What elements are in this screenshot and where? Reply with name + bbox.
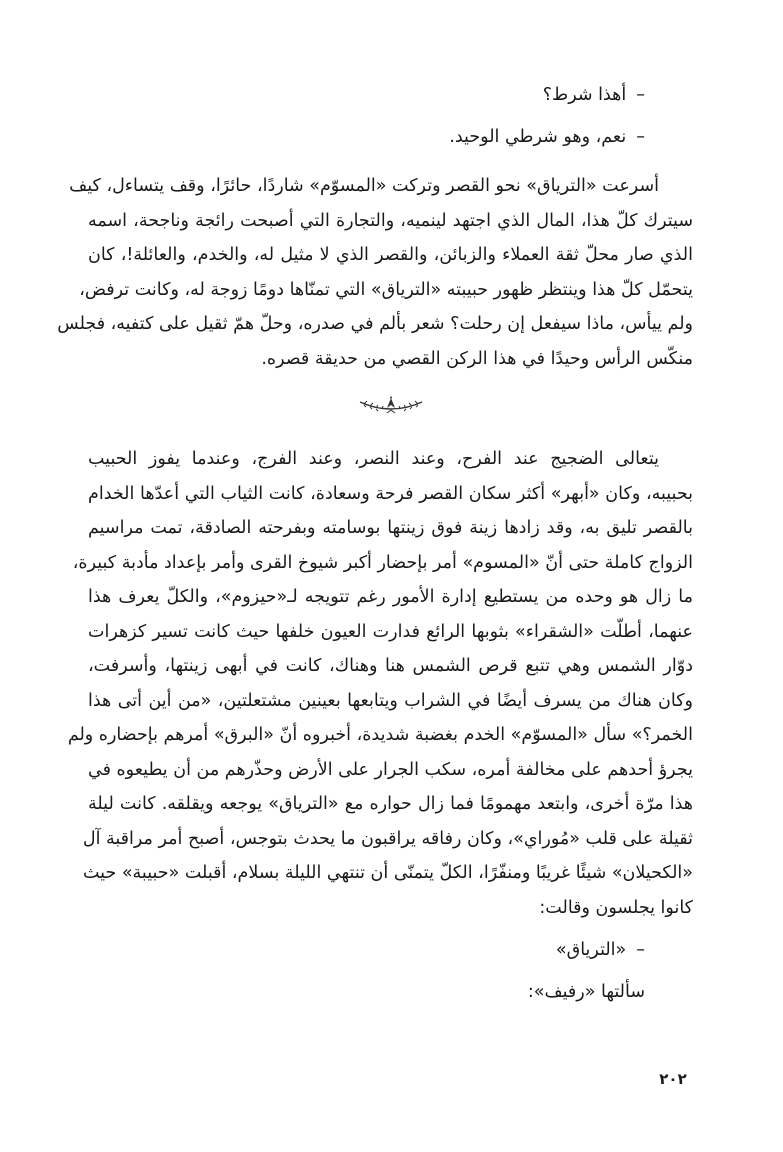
paragraph-line: كانوا يجلسون وقالت:	[539, 897, 693, 918]
dialog-text: «الترياق»	[555, 940, 627, 960]
paragraph-line: عنهما، أطلّت «الشقراء» بثوبها الرائع فدارت العيون خلفها حيث كانت تسير كزهرات	[88, 621, 693, 642]
dialog-bottom	[88, 933, 693, 968]
dialog-top	[88, 78, 693, 154]
closing-line: سألتها «رفيف»:	[527, 981, 645, 1002]
book-page	[57, 78, 693, 1009]
dialog-line	[88, 78, 693, 113]
paragraph-line: أسرعت «الترياق» نحو القصر وتركت «المسوّم» شاردًا، حائرًا، وقف يتساءل، كيف	[69, 176, 659, 196]
dialog-dash: –	[636, 126, 645, 147]
paragraph-line: الذي صار محلّ ثقة العملاء والزبائن، والقصر الذي لا مثيل له، والخدم، والعائلة!، كان	[88, 245, 693, 265]
paragraph-line: هذا مرّة أخرى، وابتعد مهمومًا فما زال حواره مع «الترياق» يوجعه ويقلقه. كانت ليلة	[88, 794, 693, 814]
paragraph-line: الخمر؟» سأل «المسوّم» الخدم بغضبة شديدة، أخبروه أنّ «البرق» أمرهم بإحضاره ولم	[67, 725, 693, 745]
paragraph-line: يتحمّل كلّ هذا وينتظر ظهور حبيبته «الترياق» التي تمنّاها دومًا زوجة له، وكانت ترفض،	[79, 279, 693, 300]
dialog-text: أهذا شرط؟	[542, 85, 627, 105]
paragraph-line: ولم ييأس، ماذا سيفعل إن رحلت؟ شعر بألم في صدره، وحلّ همّ ثقيل على كتفيه، فجلس	[57, 314, 693, 334]
paragraph-line: ما زال هو وحده من يستطيع إدارة الأمور رغم تتويجه لـ«حيزوم»، والكلّ يعرف هذا	[88, 587, 693, 607]
paragraph-line: ثقيلة على قلب «مُوراي»، وكان رفاقه يراقبون ما يحدث بتوجس، أصبح أمر مراقبة آل	[82, 828, 693, 849]
paragraph-line: دوّار الشمس وهي تتبع قرص الشمس هنا وهناك، كانت في أبهى زينتها، وأسرفت،	[88, 656, 693, 676]
paragraph-line: وكان هناك من يسرف أيضًا في الشراب ويتابعها بعينين مشتعلتين، «من أين أتى هذا	[88, 690, 693, 711]
paragraph-line: «الكحيلان» شيئًا غريبًا ومنفّرًا، الكلّ يتمنّى أن تنتهي الليلة بسلام، أقبلت «حبيبة» حيث	[83, 863, 693, 883]
dialog-line	[88, 933, 693, 968]
page-number: ٢٠٢	[659, 1070, 687, 1088]
paragraph-2	[67, 442, 693, 925]
paragraph-line: الزواج كاملة حتى أنّ «المسوم» أمر بإحضار أكبر شيوخ القرى وأمر بإعداد مأدبة كبيرة،	[72, 552, 693, 573]
section-divider	[88, 376, 693, 434]
paragraph-line: منكّس الرأس وحيدًا في هذا الركن القصي من حديقة قصره.	[261, 348, 693, 369]
paragraph-line: سيترك كلّ هذا، المال الذي اجتهد لينميه، والتجارة التي أصبحت رائجة وناجحة، اسمه	[88, 210, 693, 231]
floral-divider-icon	[356, 396, 426, 414]
paragraph-1	[57, 169, 693, 376]
paragraph-line: بالقصر تليق به، وقد زادها زينة فوق زينتها بوسامته وبفرحته الصادقة، تمت مراسيم	[88, 518, 693, 538]
dialog-dash: –	[636, 85, 645, 105]
paragraph-line: بحبيبه، وكان «أبهر» أكثر سكان القصر فرحة وسعادة، كانت الثياب التي أعدّها الخدام	[88, 483, 693, 504]
paragraph-line: يتعالى الضجيج عند الفرح، وعند النصر، وعند الفرج، وعندما يفوز الحبيب	[88, 449, 659, 469]
paragraph-line: يجرؤ أحدهم على مخالفة أمره، سكب الجرار على الأرض وحذّرهم من أن يطيعوه في	[88, 759, 693, 780]
dialog-text: نعم، وهو شرطي الوحيد.	[449, 126, 627, 147]
dialog-line	[88, 120, 693, 155]
dialog-dash: –	[636, 940, 645, 960]
